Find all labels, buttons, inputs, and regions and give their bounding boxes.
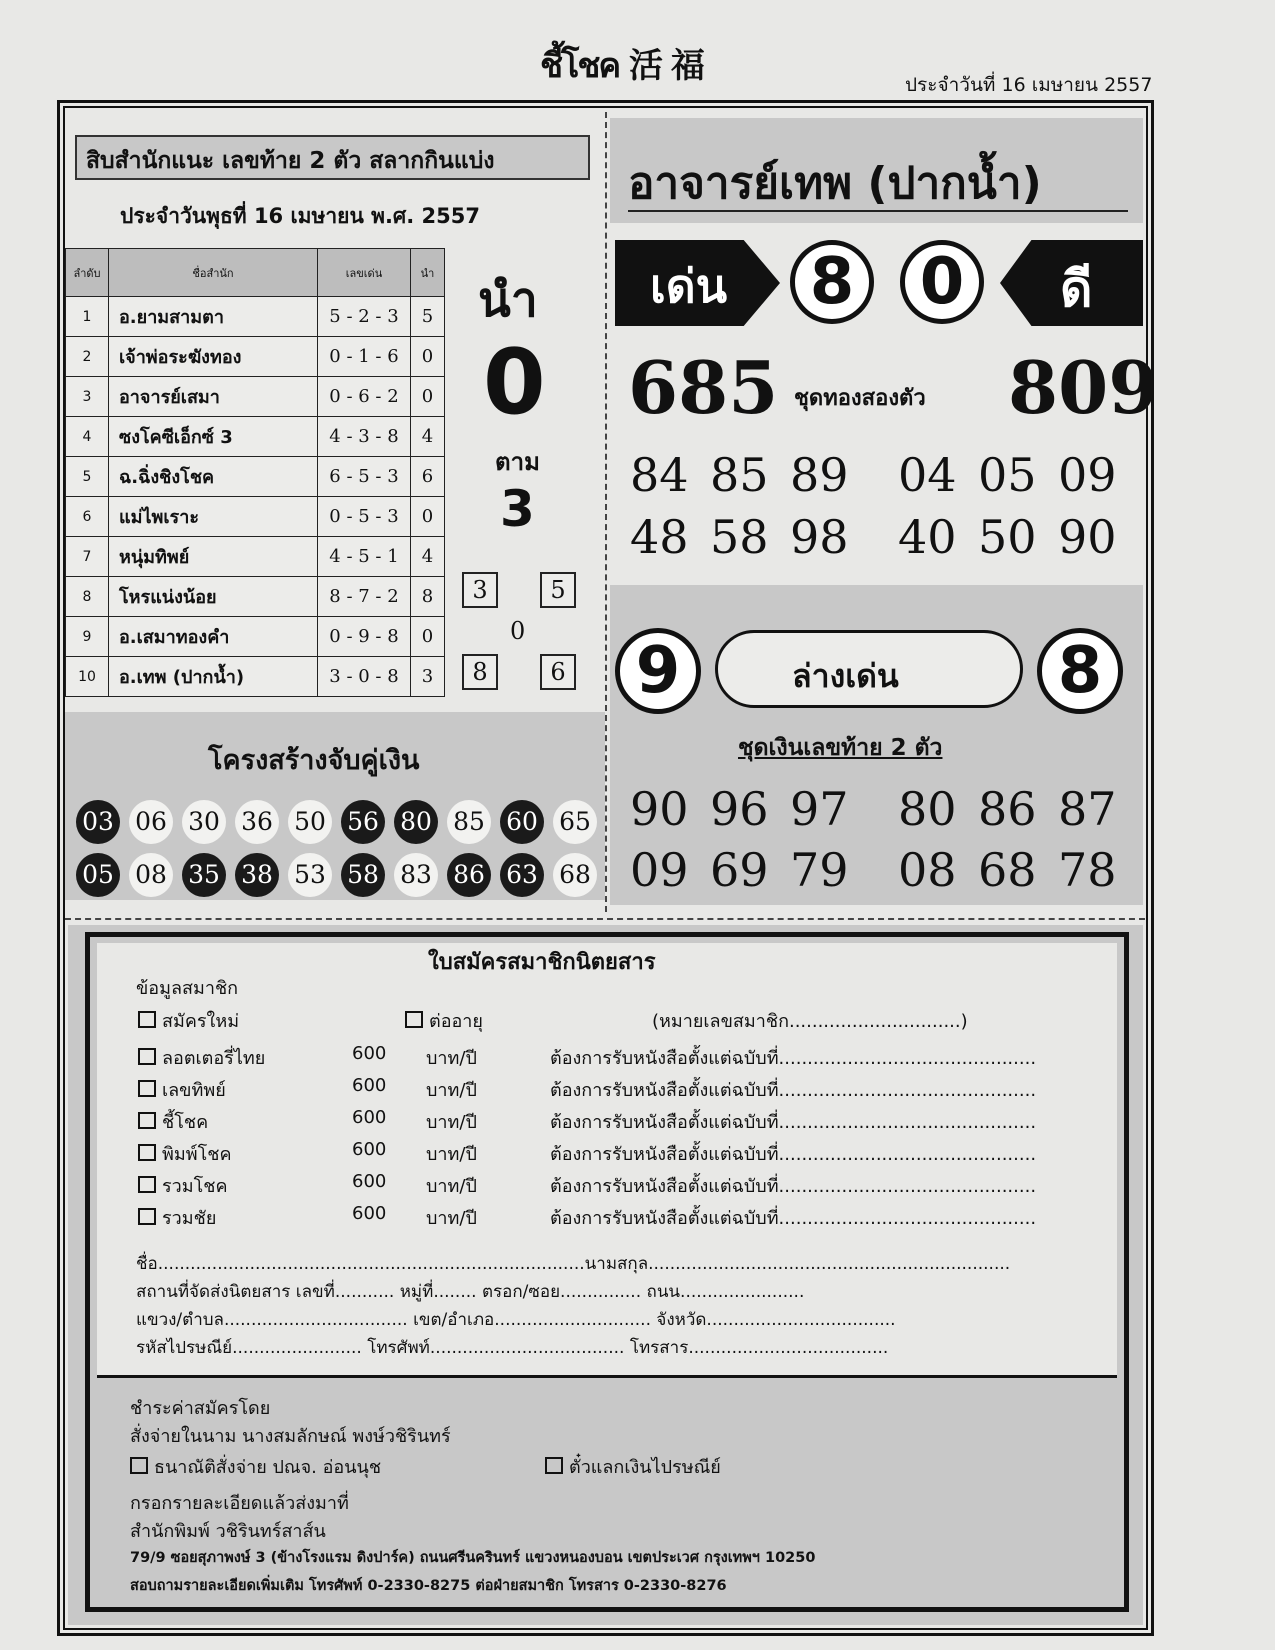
subscription-name: ลอตเตอรี่ไทย xyxy=(162,1048,266,1069)
row-name: อาจารย์เสมา xyxy=(109,377,318,417)
row-name: เจ้าพ่อระฆังทอง xyxy=(109,337,318,377)
subscription-unit: บาท/ปี xyxy=(426,1144,477,1165)
money-ball: 08 xyxy=(129,853,173,897)
checkbox-icon[interactable] xyxy=(138,1011,156,1028)
row-pick: 0 - 5 - 3 xyxy=(318,497,411,537)
subscription-start-field[interactable]: ต้องการรับหนังสือตั้งแต่ฉบับที่............................................. xyxy=(550,1208,1037,1229)
money-ball: 36 xyxy=(235,800,279,844)
send-to-label: กรอกรายละเอียดแล้วส่งมาที่ xyxy=(130,1493,349,1514)
gold-pair: 89 xyxy=(790,448,849,502)
silver-pair: 09 xyxy=(630,843,689,897)
money-ball: 53 xyxy=(288,853,332,897)
money-ball: 63 xyxy=(500,853,544,897)
left-title: สิบสำนักแนะ เลขท้าย 2 ตัว สลากกินแบ่ง xyxy=(86,148,495,174)
row-pick: 6 - 5 - 3 xyxy=(318,457,411,497)
row-pick: 4 - 5 - 1 xyxy=(318,537,411,577)
cross-center: 0 xyxy=(510,617,526,645)
new-member-label: สมัครใหม่ xyxy=(162,1011,240,1032)
form-separator xyxy=(97,1375,1117,1378)
row-lead: 0 xyxy=(411,337,445,377)
checkbox-icon[interactable] xyxy=(138,1208,156,1225)
row-no: 9 xyxy=(66,617,109,657)
lower-label: ล่างเด่น xyxy=(792,657,899,695)
silver-pair: 80 xyxy=(898,782,957,836)
checkbox-icon[interactable] xyxy=(138,1144,156,1161)
row-no: 1 xyxy=(66,297,109,337)
issue-date: ประจำวันที่ 16 เมษายน 2557 xyxy=(905,74,1153,96)
header-lead: นำ xyxy=(411,249,445,297)
checkbox-icon[interactable] xyxy=(405,1011,423,1028)
subscription-start-field[interactable]: ต้องการรับหนังสือตั้งแต่ฉบับที่............................................. xyxy=(550,1176,1037,1197)
member-number-field[interactable]: (หมายเลขสมาชิก..............................) xyxy=(652,1011,968,1032)
table-row xyxy=(66,617,445,657)
row-pick: 4 - 3 - 8 xyxy=(318,417,411,457)
row-no: 8 xyxy=(66,577,109,617)
subscription-start-field[interactable]: ต้องการรับหนังสือตั้งแต่ฉบับที่............................................. xyxy=(550,1144,1037,1165)
row-no: 2 xyxy=(66,337,109,377)
silver-pair: 86 xyxy=(978,782,1037,836)
gold-pair: 90 xyxy=(1058,510,1117,564)
silver-pair: 68 xyxy=(978,843,1037,897)
subscription-option[interactable] xyxy=(138,1075,226,1104)
publisher-name: สำนักพิมพ์ วชิรินทร์สาส์น xyxy=(130,1521,326,1542)
silver-pair: 78 xyxy=(1058,843,1117,897)
silver-pair: 87 xyxy=(1058,782,1117,836)
table-header-row xyxy=(66,249,445,297)
row-lead: 3 xyxy=(411,657,445,697)
money-ball: 50 xyxy=(288,800,332,844)
money-pairs-title: โครงสร้างจับคู่เงิน xyxy=(208,745,420,776)
row-pick: 5 - 2 - 3 xyxy=(318,297,411,337)
publisher-address: 79/9 ซอยสุภาพงษ์ 3 (ข้างโรงแรม ดิงปาร์ค) ถนนศรีนครินทร์ แขวงหนองบอน เขตประเวศ กรุงเทพฯ 10250 xyxy=(130,1550,816,1566)
table-row xyxy=(66,377,445,417)
subscription-price: 600 xyxy=(352,1171,387,1192)
table-row xyxy=(66,657,445,697)
subscription-price: 600 xyxy=(352,1043,387,1064)
payment-payee: สั่งจ่ายในนาม นางสมลักษณ์ พงษ์วชิรินทร์ xyxy=(130,1426,451,1447)
gold-pair: 58 xyxy=(710,510,769,564)
checkbox-icon[interactable] xyxy=(138,1080,156,1097)
checkbox-icon[interactable] xyxy=(138,1176,156,1193)
lower-left-digit: 9 xyxy=(615,628,701,714)
checkbox-icon[interactable] xyxy=(130,1457,148,1474)
money-ball: 58 xyxy=(341,853,385,897)
subscription-option[interactable] xyxy=(138,1203,216,1232)
row-pick: 3 - 0 - 8 xyxy=(318,657,411,697)
address-field[interactable]: สถานที่จัดส่งนิตยสาร เลขที่........... หมู่ที่........ ตรอก/ซอย............... ถนน....................... xyxy=(136,1282,805,1302)
money-order-option[interactable] xyxy=(130,1452,381,1481)
table-row xyxy=(66,417,445,457)
gold-pair: 40 xyxy=(898,510,957,564)
money-ball: 35 xyxy=(182,853,226,897)
left-date: ประจำวันพุธที่ 16 เมษายน พ.ศ. 2557 xyxy=(120,204,480,228)
money-ball: 83 xyxy=(394,853,438,897)
row-lead: 6 xyxy=(411,457,445,497)
row-name: ซงโคซีเอ็กซ์ 3 xyxy=(109,417,318,457)
cross-bottom-right: 6 xyxy=(540,654,576,690)
name-field[interactable]: ชื่อ...............................................................................นามสกุล................................................................... xyxy=(136,1254,1011,1274)
subscription-price: 600 xyxy=(352,1203,387,1224)
good-label: ดี xyxy=(1060,260,1093,318)
checkbox-icon[interactable] xyxy=(138,1112,156,1129)
row-lead: 4 xyxy=(411,417,445,457)
gold-pair: 05 xyxy=(978,448,1037,502)
subscription-option[interactable] xyxy=(138,1139,232,1168)
gold-pair: 50 xyxy=(978,510,1037,564)
cross-top-right: 5 xyxy=(540,572,576,608)
gold-pair: 48 xyxy=(630,510,689,564)
row-name: แม่ไพเราะ xyxy=(109,497,318,537)
play-digit-2: 0 xyxy=(900,240,984,324)
money-order-label: ธนาณัติสั่งจ่าย ปณจ. อ่อนนุช xyxy=(154,1457,382,1478)
subscription-option[interactable] xyxy=(138,1171,228,1200)
silver-pair: 79 xyxy=(790,843,849,897)
silver-pair: 97 xyxy=(790,782,849,836)
subscription-price: 600 xyxy=(352,1139,387,1160)
money-ball: 05 xyxy=(76,853,120,897)
money-ball: 85 xyxy=(447,800,491,844)
row-no: 5 xyxy=(66,457,109,497)
row-no: 3 xyxy=(66,377,109,417)
logo: ชี้โชค 活 福 xyxy=(540,46,703,86)
follow-number: 3 xyxy=(500,480,535,538)
subscription-unit: บาท/ปี xyxy=(426,1208,477,1229)
row-lead: 0 xyxy=(411,377,445,417)
row-no: 10 xyxy=(66,657,109,697)
subscription-name: ชี้โชค xyxy=(162,1112,209,1133)
renew-option[interactable] xyxy=(405,1006,483,1035)
subscription-name: เลขทิพย์ xyxy=(162,1080,226,1101)
subscription-price: 600 xyxy=(352,1075,387,1096)
subscription-price: 600 xyxy=(352,1107,387,1128)
money-ball: 65 xyxy=(553,800,597,844)
subscription-name: รวมชัย xyxy=(162,1208,217,1229)
silver-pair: 69 xyxy=(710,843,769,897)
subscription-start-field[interactable]: ต้องการรับหนังสือตั้งแต่ฉบับที่............................................. xyxy=(550,1048,1037,1069)
table-row xyxy=(66,577,445,617)
right-title: อาจารย์เทพ (ปากน้ำ) xyxy=(628,158,1042,209)
gold-number-a: 685 xyxy=(628,345,779,430)
new-member-option[interactable] xyxy=(138,1006,239,1035)
header-name: ชื่อสำนัก xyxy=(109,249,318,297)
silver-pair: 90 xyxy=(630,782,689,836)
postal-note-option[interactable] xyxy=(545,1452,721,1481)
row-lead: 0 xyxy=(411,617,445,657)
publisher-contact: สอบถามรายละเอียดเพิ่มเติม โทรศัพท์ 0-2330-8275 ต่อฝ่ายสมาชิก โทรสาร 0-2330-8276 xyxy=(130,1578,727,1594)
subscription-start-field[interactable]: ต้องการรับหนังสือตั้งแต่ฉบับที่............................................. xyxy=(550,1112,1037,1133)
postal-field[interactable]: รหัสไปรษณีย์........................ โทรศัพท์.................................... โทรสาร..................................... xyxy=(136,1338,889,1358)
gold-pair: 04 xyxy=(898,448,957,502)
lead-label: นำ xyxy=(478,272,538,328)
rank-table xyxy=(65,248,445,697)
table-row xyxy=(66,537,445,577)
gold-pair: 98 xyxy=(790,510,849,564)
renew-label: ต่ออายุ xyxy=(429,1011,483,1032)
play-label: เด่น xyxy=(650,259,728,313)
table-row xyxy=(66,457,445,497)
cross-top-left: 3 xyxy=(462,572,498,608)
checkbox-icon[interactable] xyxy=(138,1048,156,1065)
money-ball: 06 xyxy=(129,800,173,844)
subscription-unit: บาท/ปี xyxy=(426,1048,477,1069)
money-ball: 38 xyxy=(235,853,279,897)
checkbox-icon[interactable] xyxy=(545,1457,563,1474)
form-title: ใบสมัครสมาชิกนิตยสาร xyxy=(428,950,656,975)
gold-pair: 84 xyxy=(630,448,689,502)
subscription-unit: บาท/ปี xyxy=(426,1176,477,1197)
gold-pair: 09 xyxy=(1058,448,1117,502)
money-ball: 86 xyxy=(447,853,491,897)
gold-number-b: 809 xyxy=(1008,345,1159,430)
table-row xyxy=(66,297,445,337)
money-ball: 03 xyxy=(76,800,120,844)
row-no: 4 xyxy=(66,417,109,457)
money-ball: 68 xyxy=(553,853,597,897)
gold-pair: 85 xyxy=(710,448,769,502)
right-title-underline xyxy=(628,210,1128,212)
row-name: โหรแน่งน้อย xyxy=(109,577,318,617)
section-divider xyxy=(65,918,1145,920)
row-lead: 4 xyxy=(411,537,445,577)
row-lead: 8 xyxy=(411,577,445,617)
subscription-unit: บาท/ปี xyxy=(426,1112,477,1133)
column-divider xyxy=(605,112,607,912)
row-lead: 0 xyxy=(411,497,445,537)
member-info-label: ข้อมูลสมาชิก xyxy=(136,978,239,999)
row-name: ฉ.ฉิ่งชิงโชค xyxy=(109,457,318,497)
row-lead: 5 xyxy=(411,297,445,337)
money-ball: 60 xyxy=(500,800,544,844)
row-name: อ.เทพ (ปากน้ำ) xyxy=(109,657,318,697)
gold-label: ชุดทองสองตัว xyxy=(794,386,926,411)
play-digit-1: 8 xyxy=(790,240,874,324)
subscription-name: รวมโชค xyxy=(162,1176,228,1197)
lead-number: 0 xyxy=(483,330,546,435)
silver-pair: 08 xyxy=(898,843,957,897)
postal-note-label: ตั๋วแลกเงินไปรษณีย์ xyxy=(569,1457,721,1478)
subscription-unit: บาท/ปี xyxy=(426,1080,477,1101)
money-ball: 30 xyxy=(182,800,226,844)
subscription-name: พิมพ์โชค xyxy=(162,1144,232,1165)
row-name: หนุ่มทิพย์ xyxy=(109,537,318,577)
row-name: อ.เสมาทองคำ xyxy=(109,617,318,657)
row-no: 7 xyxy=(66,537,109,577)
row-no: 6 xyxy=(66,497,109,537)
header-no: ลำดับ xyxy=(66,249,109,297)
subscription-option[interactable] xyxy=(138,1043,265,1072)
row-name: อ.ยามสามตา xyxy=(109,297,318,337)
row-pick: 0 - 1 - 6 xyxy=(318,337,411,377)
subscription-option[interactable] xyxy=(138,1107,208,1136)
lower-right-digit: 8 xyxy=(1037,628,1123,714)
silver-pair: 96 xyxy=(710,782,769,836)
silver-label: ชุดเงินเลขท้าย 2 ตัว xyxy=(738,735,943,761)
subscription-start-field[interactable]: ต้องการรับหนังสือตั้งแต่ฉบับที่............................................. xyxy=(550,1080,1037,1101)
table-row xyxy=(66,497,445,537)
money-ball: 56 xyxy=(341,800,385,844)
table-row xyxy=(66,337,445,377)
header-pick: เลขเด่น xyxy=(318,249,411,297)
payment-title: ชำระค่าสมัครโดย xyxy=(130,1398,271,1419)
follow-label: ตาม xyxy=(495,448,540,476)
row-pick: 8 - 7 - 2 xyxy=(318,577,411,617)
row-pick: 0 - 6 - 2 xyxy=(318,377,411,417)
district-field[interactable]: แขวง/ตำบล.................................. เขต/อำเภอ............................. จังหวัด................................... xyxy=(136,1310,896,1330)
row-pick: 0 - 9 - 8 xyxy=(318,617,411,657)
cross-bottom-left: 8 xyxy=(462,654,498,690)
money-ball: 80 xyxy=(394,800,438,844)
